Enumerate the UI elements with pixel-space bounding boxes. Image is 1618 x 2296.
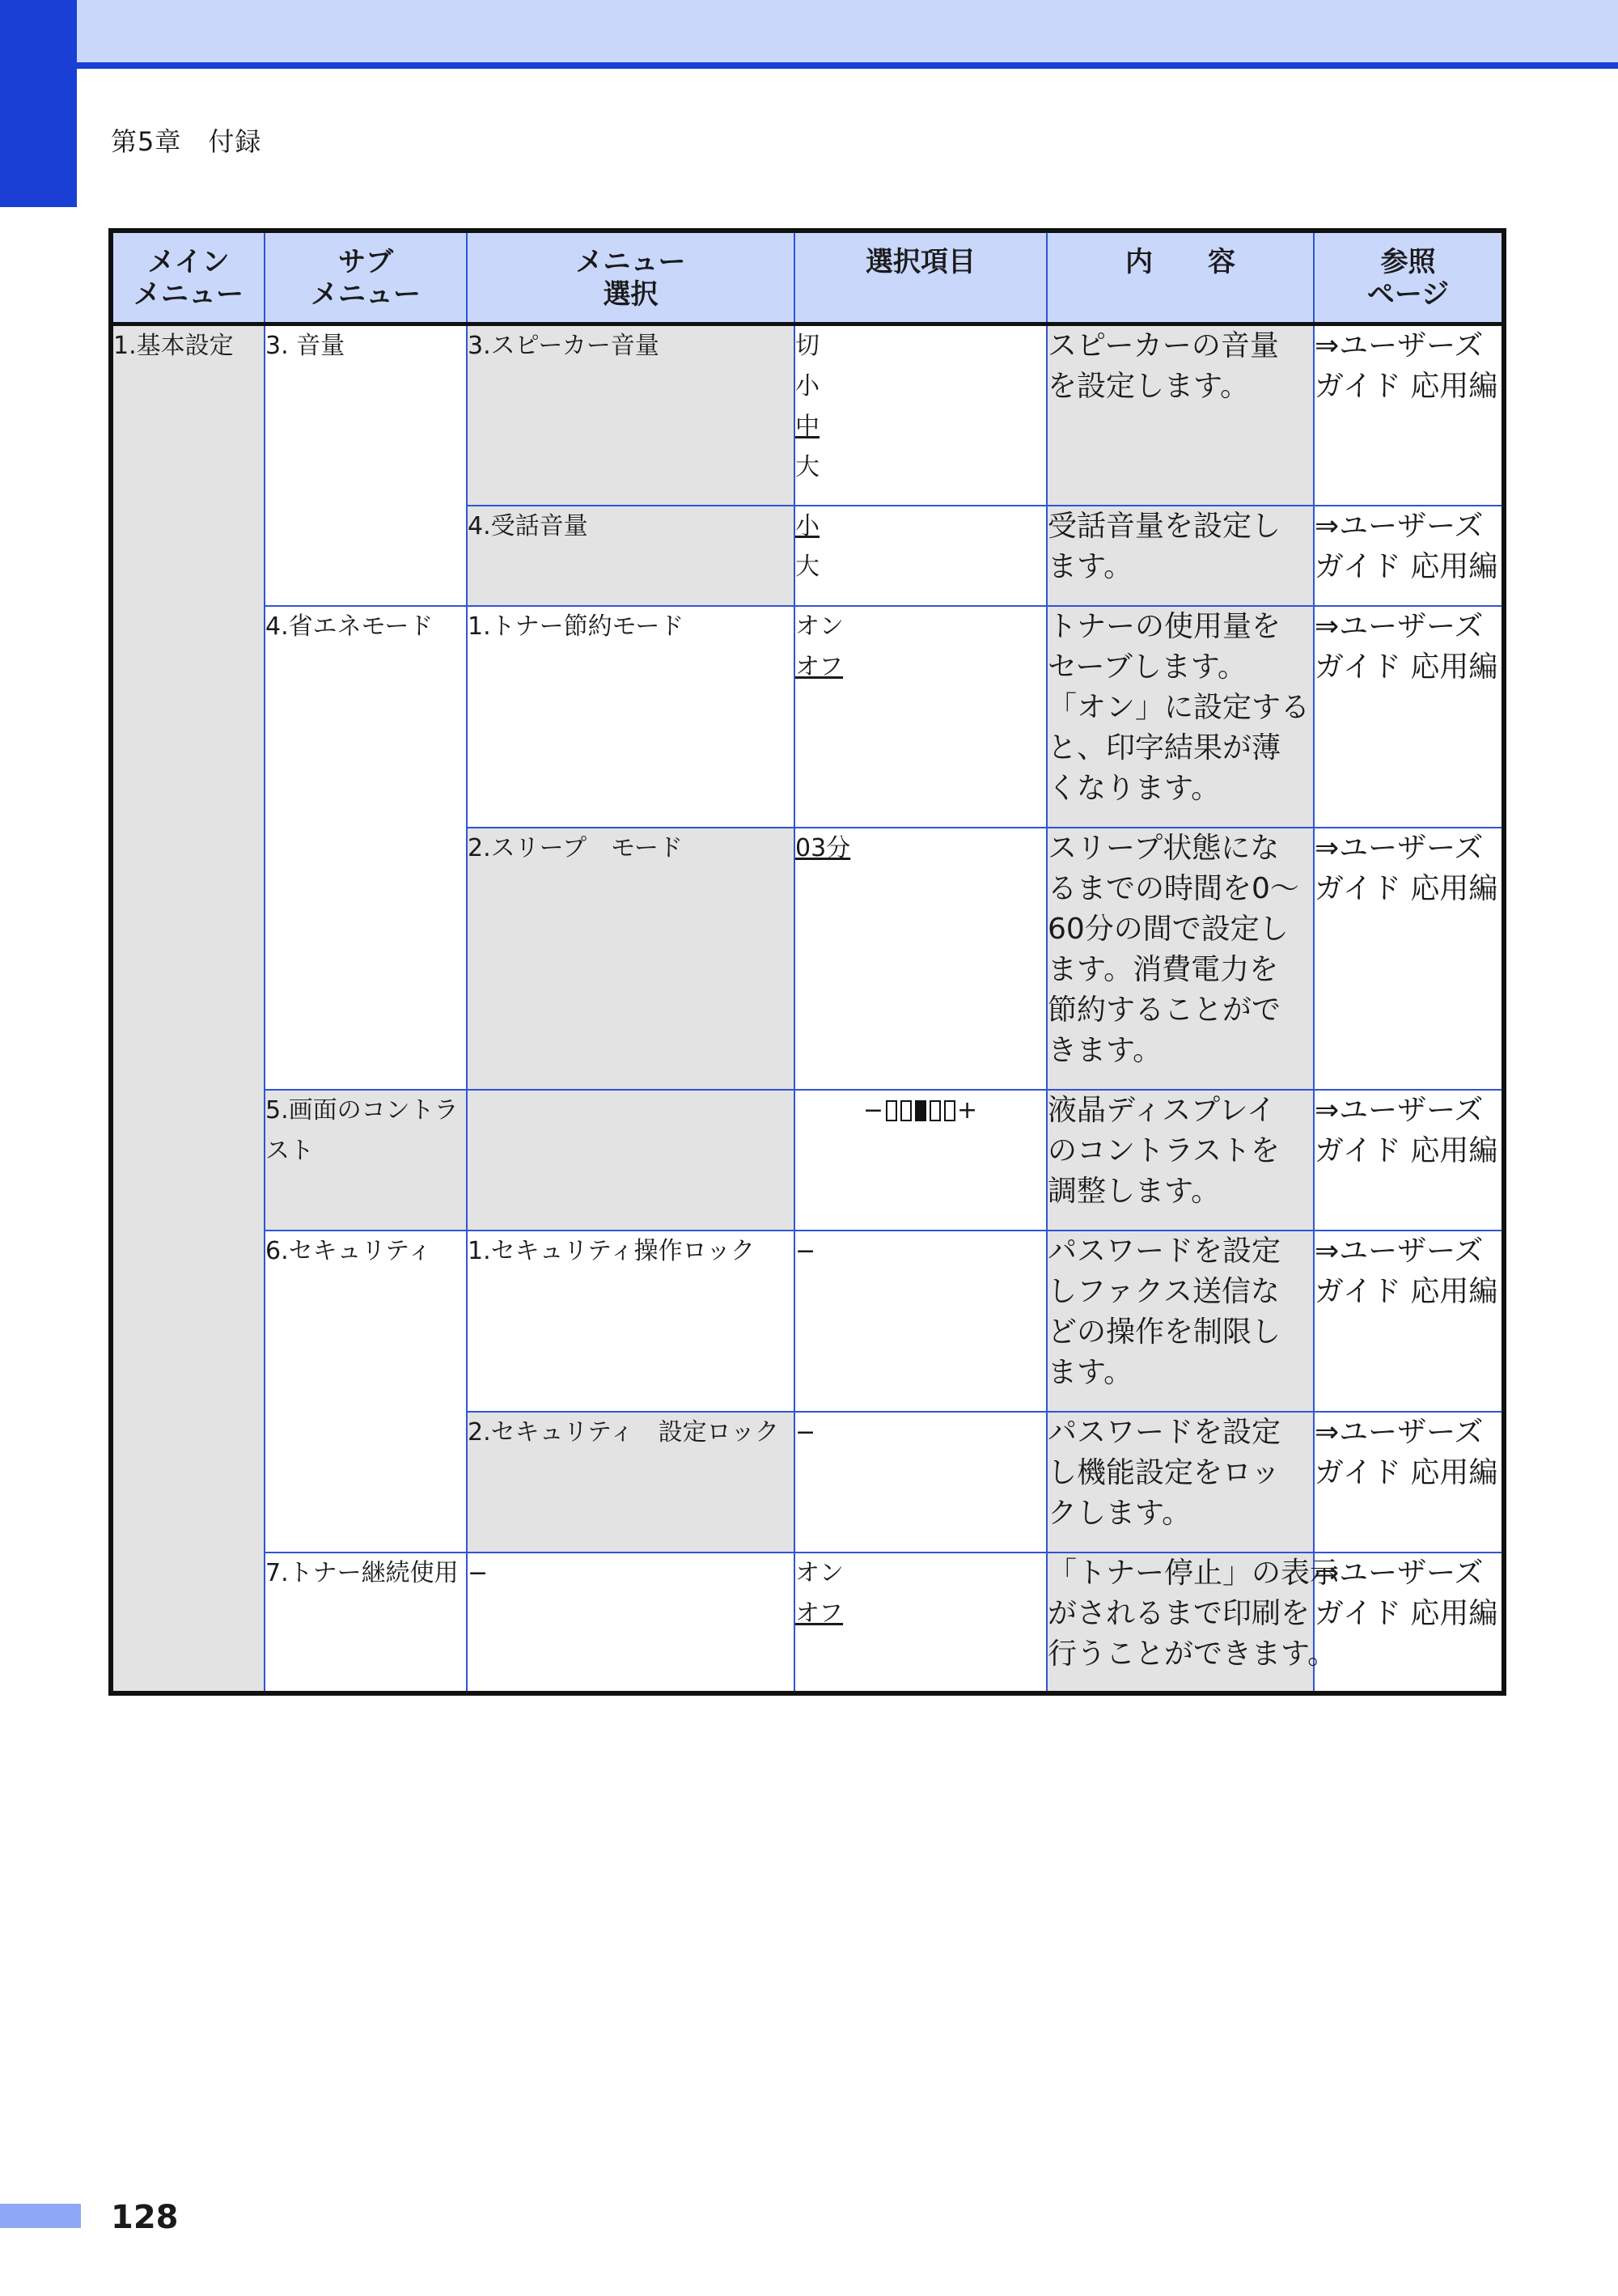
settings-table xyxy=(108,228,1506,1696)
ref-setting-lock: ⇒ユーザーズ ガイド 応用編 xyxy=(1314,1412,1504,1553)
submenu-eco-mode: 4.省エネモード xyxy=(265,606,467,1090)
menu-setting-lock: 2.セキュリティ 設定ロック xyxy=(467,1412,794,1553)
desc-receiver-volume: 受話音量を設定し ます。 xyxy=(1047,506,1314,606)
menu-toner-continue: − xyxy=(467,1553,794,1693)
header-description: 内 容 xyxy=(1047,231,1314,324)
menu-toner-save: 1.トナー節約モード xyxy=(467,606,794,828)
table-row xyxy=(111,1090,1504,1231)
submenu-security: 6.セキュリティ xyxy=(265,1231,467,1553)
table-row xyxy=(111,1231,1504,1412)
contrast-level-block xyxy=(900,1100,912,1121)
table-row xyxy=(111,606,1504,828)
ref-security-lock: ⇒ユーザーズ ガイド 応用編 xyxy=(1314,1231,1504,1412)
main-menu-cell: 1.基本設定 xyxy=(111,324,265,1693)
desc-security-lock: パスワードを設定 しファクス送信な どの操作を制限し ます。 xyxy=(1047,1231,1314,1412)
contrast-level-blocks xyxy=(884,1096,957,1125)
options-receiver-volume: 小 大 xyxy=(794,506,1047,606)
contrast-level-block xyxy=(886,1100,897,1121)
header-sub-menu: サブ メニュー xyxy=(265,231,467,324)
page-number: 128 xyxy=(111,2199,179,2236)
options-security-lock: − xyxy=(794,1231,1047,1412)
menu-contrast xyxy=(467,1090,794,1231)
desc-contrast: 液晶ディスプレイ のコントラストを 調整します。 xyxy=(1047,1090,1314,1231)
options-toner-continue: オン オフ xyxy=(794,1553,1047,1693)
options-sleep-mode: 03分 xyxy=(794,828,1047,1090)
table-header-row xyxy=(111,231,1504,324)
page-number-tab xyxy=(0,2204,81,2228)
desc-setting-lock: パスワードを設定 し機能設定をロッ クします。 xyxy=(1047,1412,1314,1553)
menu-security-lock: 1.セキュリティ操作ロック xyxy=(467,1231,794,1412)
header-rule xyxy=(77,62,1618,69)
contrast-level-block xyxy=(944,1100,955,1121)
contrast-level-block xyxy=(930,1100,941,1121)
header-options: 選択項目 xyxy=(794,231,1047,324)
submenu-contrast: 5.画面のコントラスト xyxy=(265,1090,467,1231)
contrast-minus: − xyxy=(862,1095,884,1125)
options-toner-save: オン オフ xyxy=(794,606,1047,828)
options-setting-lock: − xyxy=(794,1412,1047,1553)
desc-speaker-volume: スピーカーの音量 を設定します。 xyxy=(1047,324,1314,506)
contrast-scale xyxy=(794,1090,1047,1231)
ref-speaker-volume: ⇒ユーザーズ ガイド 応用編 xyxy=(1314,324,1504,506)
table-row xyxy=(111,324,1504,506)
ref-toner-continue: ⇒ユーザーズ ガイド 応用編 xyxy=(1314,1553,1504,1693)
desc-sleep-mode: スリープ状態にな るまでの時間を0〜 60分の間で設定し ます。消費電力を 節約することがで きます。 xyxy=(1047,828,1314,1090)
contrast-level-current xyxy=(915,1100,926,1121)
desc-toner-continue: 「トナー停止」の表示 がされるまで印刷を 行うことができます。 xyxy=(1047,1553,1314,1693)
menu-receiver-volume: 4.受話音量 xyxy=(467,506,794,606)
ref-receiver-volume: ⇒ユーザーズ ガイド 応用編 xyxy=(1314,506,1504,606)
ref-toner-save: ⇒ユーザーズ ガイド 応用編 xyxy=(1314,606,1504,828)
header-band xyxy=(77,0,1618,65)
menu-speaker-volume: 3.スピーカー音量 xyxy=(467,324,794,506)
ref-contrast: ⇒ユーザーズ ガイド 応用編 xyxy=(1314,1090,1504,1231)
submenu-toner-continue: 7.トナー継続使用 xyxy=(265,1553,467,1693)
contrast-plus: + xyxy=(957,1095,979,1125)
options-speaker-volume: 切 小 中 大 xyxy=(794,324,1047,506)
submenu-volume: 3. 音量 xyxy=(265,324,467,606)
desc-toner-save: トナーの使用量を セーブします。 「オン」に設定する と、印字結果が薄 くなります。 xyxy=(1047,606,1314,828)
header-main-menu: メイン メニュー xyxy=(111,231,265,324)
ref-sleep-mode: ⇒ユーザーズ ガイド 応用編 xyxy=(1314,828,1504,1090)
table-row xyxy=(111,1553,1504,1693)
chapter-title: 第5章 付録 xyxy=(111,126,262,157)
header-reference: 参照 ページ xyxy=(1314,231,1504,324)
chapter-tab xyxy=(0,0,77,207)
header-menu-select: メニュー 選択 xyxy=(467,231,794,324)
menu-sleep-mode: 2.スリープ モード xyxy=(467,828,794,1090)
